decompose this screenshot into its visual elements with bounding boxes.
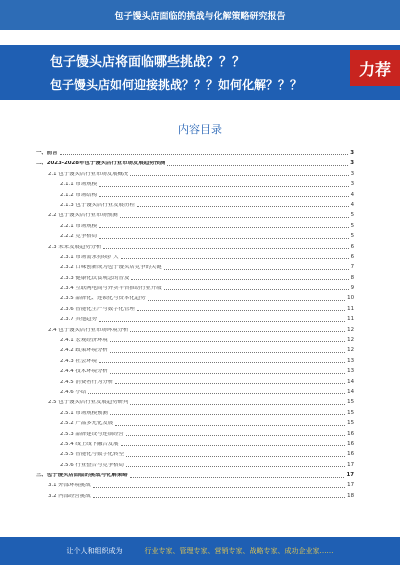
toc-leader-dots — [130, 175, 348, 176]
toc-entry[interactable] — [36, 219, 354, 229]
toc-entry-page: 3 — [350, 160, 354, 167]
toc-entry[interactable] — [36, 177, 354, 187]
toc-entry-label: 二、2023-2028年包子馒头店行业市场发展趋势预测 — [36, 161, 166, 167]
footer-right-text: 行业专家、管理专家、营销专家、战略专家、成功企业家…… — [144, 547, 334, 555]
toc-entry-label: 3.1 外部环境挑战 — [48, 483, 91, 489]
toc-entry-page: 5 — [350, 233, 354, 240]
toc-leader-dots — [99, 186, 349, 187]
brand-badge-text: 力荐 — [358, 59, 391, 79]
toc-entry-label: 2.3.5 品牌化、连锁化与资本化趋势 — [60, 296, 146, 302]
toc-entry-page: 5 — [350, 212, 354, 219]
toc-entry-page: 9 — [350, 285, 354, 292]
toc-entry-label: 2.5.6 行业整合与竞争格局 — [60, 462, 124, 468]
toc-entry-label: 2.3.4 互联网电商与外卖平台推动行业升级 — [60, 286, 162, 292]
toc-entry-label: 2.5.3 品牌建设与连锁经营 — [60, 431, 124, 437]
toc-entry-label: 2.4.5 消费者行为分析 — [60, 379, 114, 385]
toc-entry[interactable] — [36, 395, 354, 405]
toc-entry-label: 2.4.6 小结 — [60, 389, 87, 395]
toc-leader-dots — [99, 238, 349, 239]
toc-entry-page: 11 — [347, 305, 354, 312]
toc-leader-dots — [121, 258, 349, 259]
toc-entry[interactable] — [36, 323, 354, 333]
toc-entry[interactable] — [36, 240, 354, 250]
toc-leader-dots — [164, 269, 349, 270]
toc-entry-page: 18 — [347, 492, 354, 499]
toc-entry-page: 11 — [347, 316, 354, 323]
toc-leader-dots — [137, 206, 349, 207]
toc-entry-page: 3 — [350, 170, 354, 177]
toc-entry[interactable] — [36, 146, 354, 156]
toc-entry[interactable] — [36, 250, 354, 260]
toc-entry-label: 2.1.1 市场规模 — [60, 182, 97, 188]
toc-entry-page: 16 — [347, 430, 354, 437]
toc-entry[interactable] — [36, 406, 354, 416]
toc-entry-label: 2.1.2 市场结构 — [60, 192, 97, 198]
toc-leader-dots — [148, 300, 346, 301]
toc-entry-page: 13 — [347, 368, 354, 375]
toc-entry-page: 15 — [347, 420, 354, 427]
toc-entry-label: 2.5 包子馒头店行业发展趋势研判 — [48, 400, 129, 406]
toc-entry-label: 2.3.1 市场需求持续扩大 — [60, 254, 119, 260]
toc-leader-dots — [167, 165, 348, 166]
toc-leader-dots — [126, 456, 345, 457]
toc-entry-page: 16 — [347, 440, 354, 447]
report-banner — [0, 0, 400, 30]
brand-badge — [350, 50, 400, 86]
toc-leader-dots — [110, 352, 345, 353]
toc-entry[interactable] — [36, 229, 354, 239]
toc-entry[interactable] — [36, 260, 354, 270]
toc-entry[interactable] — [36, 468, 354, 478]
toc-leader-dots — [130, 404, 345, 405]
toc-entry-label: 2.5.2 产品多元化发展 — [60, 421, 114, 427]
toc-entry-label: 2.3.7 其他趋势 — [60, 317, 97, 323]
toc-entry[interactable] — [36, 489, 354, 499]
toc-leader-dots — [110, 414, 345, 415]
toc-leader-dots — [130, 331, 345, 332]
toc-entry[interactable] — [36, 364, 354, 374]
toc-entry-label: 2.5.4 线上线下融合发展 — [60, 441, 119, 447]
toc-entry-page: 15 — [347, 399, 354, 406]
toc-entry[interactable] — [36, 188, 354, 198]
toc-entry-page: 15 — [347, 409, 354, 416]
toc-entry-label: 2.4.4 技术环境分析 — [60, 369, 108, 375]
toc-entry[interactable] — [36, 333, 354, 343]
toc-entry-label: 2.4.1 宏观经济环境 — [60, 338, 108, 344]
toc-entry-page: 17 — [347, 482, 354, 489]
table-of-contents — [36, 146, 354, 499]
toc-entry-label: 2.3.3 健康化饮食观念的普及 — [60, 275, 130, 281]
cover-title-line-2: 包子馒头店如何迎接挑战？？？如何化解？？？ — [50, 78, 303, 92]
toc-leader-dots — [137, 310, 345, 311]
toc-leader-dots — [130, 477, 345, 478]
toc-entry[interactable] — [36, 343, 354, 353]
toc-entry-page: 14 — [347, 388, 354, 395]
toc-leader-dots — [126, 466, 345, 467]
footer-left-text: 让个人和组织成为 — [66, 547, 123, 555]
toc-entry[interactable] — [36, 291, 354, 301]
toc-entry[interactable] — [36, 281, 354, 291]
toc-leader-dots — [93, 497, 346, 498]
toc-leader-dots — [126, 435, 345, 436]
toc-entry-label: 2.2 包子馒头店行业市场预测 — [48, 213, 118, 219]
toc-leader-dots — [131, 279, 348, 280]
toc-entry[interactable] — [36, 479, 354, 489]
toc-entry[interactable] — [36, 208, 354, 218]
toc-leader-dots — [60, 154, 349, 155]
toc-entry-page: 12 — [347, 326, 354, 333]
toc-entry-page: 6 — [350, 253, 354, 260]
toc-entry[interactable] — [36, 416, 354, 426]
toc-entry[interactable] — [36, 312, 354, 322]
toc-entry-page: 4 — [350, 191, 354, 198]
toc-entry[interactable] — [36, 302, 354, 312]
toc-entry-label: 2.5.1 市场规模预测 — [60, 410, 108, 416]
toc-leader-dots — [110, 373, 345, 374]
toc-entry[interactable] — [36, 156, 354, 166]
report-banner-title: 包子馒头店面临的挑战与化解策略研究报告 — [114, 11, 286, 22]
toc-entry-page: 12 — [347, 337, 354, 344]
toc-entry-page: 17 — [347, 461, 354, 468]
toc-entry[interactable] — [36, 375, 354, 385]
toc-leader-dots — [88, 393, 345, 394]
toc-leader-dots — [121, 445, 346, 446]
toc-leader-dots — [115, 383, 345, 384]
toc-entry-label: 2.3 未来发展趋势分析 — [48, 244, 102, 250]
toc-entry[interactable] — [36, 427, 354, 437]
toc-leader-dots — [99, 362, 345, 363]
toc-entry-page: 4 — [350, 201, 354, 208]
toc-leader-dots — [115, 425, 345, 426]
toc-entry-label: 2.3.6 智能化生产与数字化管理 — [60, 306, 135, 312]
toc-leader-dots — [99, 196, 349, 197]
toc-entry-label: 2.4 包子馒头店行业市场环境分析 — [48, 327, 129, 333]
toc-entry-label: 2.3.2 口味创新成为包子馒头店竞争的关键 — [60, 265, 162, 271]
toc-entry-label: 一、前言 — [36, 150, 58, 156]
toc-entry-label: 2.4.3 社会环境 — [60, 358, 97, 364]
toc-entry-label: 2.5.5 智能化与数字化转型 — [60, 452, 124, 458]
toc-entry-page: 16 — [347, 451, 354, 458]
toc-entry-label: 3.2 内部经营挑战 — [48, 493, 91, 499]
toc-entry-label: 2.1.3 包子馒头店行业发展历程 — [60, 202, 135, 208]
toc-leader-dots — [93, 487, 346, 488]
toc-entry-page: 10 — [347, 295, 354, 302]
toc-entry-label: 三、包子馒头店面临的挑战与化解策略 — [36, 473, 128, 479]
footer-bar — [0, 537, 400, 565]
toc-entry-page: 13 — [347, 357, 354, 364]
toc-entry-label: 2.2.2 竞争格局 — [60, 234, 97, 240]
toc-leader-dots — [110, 341, 345, 342]
toc-entry-page: 17 — [346, 472, 354, 479]
toc-entry-page: 14 — [347, 378, 354, 385]
toc-leader-dots — [120, 217, 349, 218]
toc-entry[interactable] — [36, 198, 354, 208]
toc-entry-label: 2.4.2 政策环境分析 — [60, 348, 108, 354]
toc-entry-page: 3 — [350, 149, 354, 156]
toc-entry-page: 5 — [350, 222, 354, 229]
toc-entry[interactable] — [36, 447, 354, 457]
toc-entry[interactable] — [36, 385, 354, 395]
toc-entry[interactable] — [36, 354, 354, 364]
toc-heading: 内容目录 — [178, 123, 222, 136]
toc-leader-dots — [103, 248, 348, 249]
toc-entry-page: 6 — [350, 243, 354, 250]
toc-entry[interactable] — [36, 458, 354, 468]
toc-entry[interactable] — [36, 271, 354, 281]
toc-entry-page: 12 — [347, 347, 354, 354]
cover-title-line-1: 包子馒头店将面临哪些挑战？？？ — [50, 55, 246, 70]
toc-entry-page: 7 — [350, 264, 354, 271]
toc-entry-page: 8 — [350, 274, 354, 281]
cover-title-block — [0, 45, 400, 100]
toc-leader-dots — [164, 289, 349, 290]
toc-entry-label: 2.1 包子馒头店行业市场发展概况 — [48, 171, 129, 177]
toc-entry[interactable] — [36, 437, 354, 447]
toc-entry-page: 3 — [350, 181, 354, 188]
toc-entry-label: 2.2.1 市场规模 — [60, 223, 97, 229]
toc-leader-dots — [99, 321, 345, 322]
toc-entry[interactable] — [36, 167, 354, 177]
toc-leader-dots — [99, 227, 349, 228]
